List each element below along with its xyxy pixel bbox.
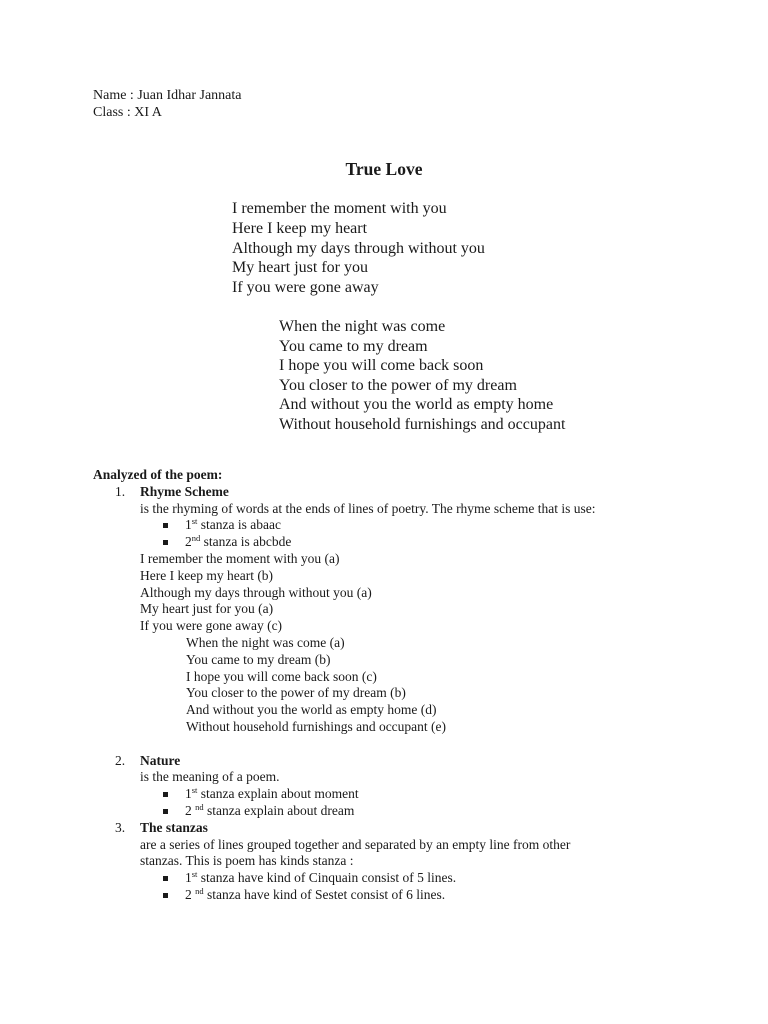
analysis-heading: Analyzed of the poem:: [93, 467, 223, 482]
square-bullet-icon: [163, 893, 168, 898]
rhyme-line: My heart just for you (a): [140, 601, 274, 617]
item-title: Nature: [140, 752, 181, 768]
poem-line: My heart just for you: [232, 259, 368, 277]
rhyme-line: I remember the moment with you (a): [140, 550, 340, 566]
square-bullet-icon: [163, 523, 168, 528]
poem-analysis: [93, 467, 733, 904]
list-item: 1st stanza is abaac: [185, 517, 733, 534]
rhyme-line: If you were gone away (c): [140, 618, 283, 634]
item-description: is the meaning of a poem.: [140, 769, 280, 785]
item-description: is the rhyming of words at the ends of lines of poetry. The rhyme scheme that is use:: [140, 500, 596, 516]
item-description: are a series of lines grouped together and separated by an empty line from other: [140, 836, 571, 852]
rhyme-line: You closer to the power of my dream (b): [186, 685, 406, 701]
square-bullet-icon: [163, 809, 168, 814]
rhyme-line: Here I keep my heart (b): [140, 567, 274, 583]
poem-line: If you were gone away: [232, 279, 379, 297]
student-class: Class : XI A: [93, 105, 162, 120]
poem-line: I remember the moment with you: [232, 200, 447, 217]
item-number: 2.: [115, 752, 126, 768]
poem-line: And without you the world as empty home: [279, 396, 554, 414]
item-description: stanzas. This is poem has kinds stanza :: [140, 853, 354, 869]
square-bullet-icon: [163, 540, 168, 545]
square-bullet-icon: [163, 876, 168, 881]
poem-line: Although my days through without you: [232, 239, 485, 257]
list-item: 1st stanza have kind of Cinquain consist of 5 lines.: [185, 870, 733, 887]
rhyme-line: Although my days through without you (a): [140, 584, 372, 600]
poem-title: True Love: [345, 159, 423, 179]
poem-stanza-1: [232, 199, 485, 298]
poem-stanza-2: [279, 317, 565, 435]
item-number: 1.: [115, 483, 126, 499]
poem-line: Here I keep my heart: [232, 219, 368, 237]
item-number: 3.: [115, 819, 126, 835]
analysis-item-stanzas: [93, 820, 733, 837]
student-name: Name : Juan Idhar Jannata: [93, 88, 242, 103]
rhyme-line: When the night was come (a): [186, 634, 345, 650]
poem-line: You came to my dream: [279, 337, 428, 355]
list-item: 1st stanza explain about moment: [185, 786, 733, 803]
poem-line: When the night was come: [279, 318, 446, 335]
rhyme-line: I hope you will come back soon (c): [186, 668, 377, 684]
poem-line: Without household furnishings and occupant: [279, 415, 566, 433]
item-title: Rhyme Scheme: [140, 483, 229, 499]
poem-line: You closer to the power of my dream: [279, 376, 517, 394]
analysis-item-nature: [93, 753, 733, 770]
poem-line: I hope you will come back soon: [279, 357, 484, 375]
rhyme-line: And without you the world as empty home (d): [186, 702, 437, 718]
rhyme-line: You came to my dream (b): [186, 651, 331, 667]
list-item: 2nd stanza is abcbde: [185, 534, 733, 551]
square-bullet-icon: [163, 792, 168, 797]
analysis-item-rhyme-scheme: [93, 484, 733, 501]
rhyme-line: Without household furnishings and occupant (e): [186, 718, 447, 734]
item-title: The stanzas: [140, 819, 208, 835]
student-header: [93, 87, 242, 121]
list-item: 2 $^{nd}$ stanza explain about dream: [185, 803, 733, 820]
list-item: 2 $^{nd}$ stanza have kind of Sestet consist of 6 lines.: [185, 887, 733, 904]
